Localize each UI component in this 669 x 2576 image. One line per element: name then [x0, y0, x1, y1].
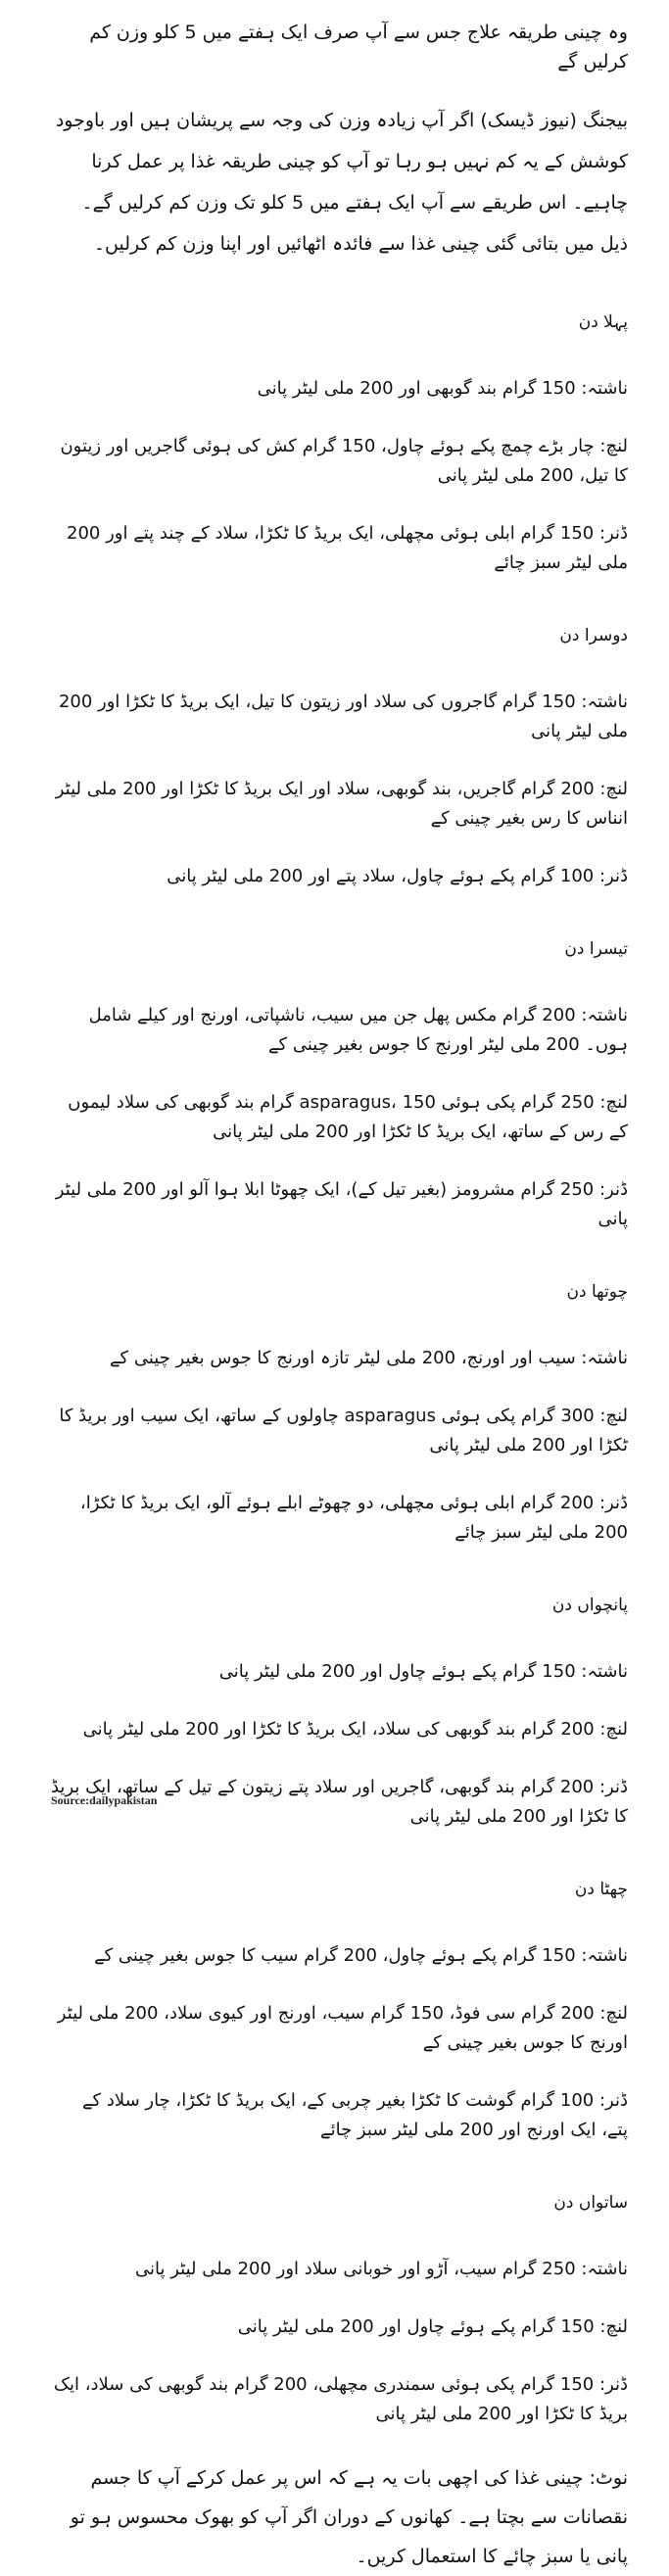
dinner-item: ڈنر: 200 گرام ابلی ہوئی مچھلی، دو چھوٹے ابلے ہوئے آلو، ایک بریڈ کا ٹکڑا، 200 ملی لیٹر سبز چائے: [79, 1493, 628, 1543]
day-section: [51, 934, 628, 1234]
lunch-item: لنچ: 250 گرام پکی ہوئی asparagus، 150 گرام بند گوبھی کی سلاد لیموں کے رس کے ساتھ، ایک بریڈ کا ٹکڑا اور 200 ملی لیٹر پانی: [68, 1092, 628, 1142]
breakfast-item: ناشتہ: 150 گرام پکے ہوئے چاول، 200 گرام سیب کا جوس بغیر چینی کے: [94, 1945, 628, 1966]
lunch-item: لنچ: 200 گرام گاجریں، بند گوبھی، سلاد اور ایک بریڈ کا ٹکڑا اور 200 ملی لیٹر انناس کا رس بغیر چینی کے: [55, 779, 628, 829]
article-note: نوٹ: چینی غذا کی اچھی بات یہ ہے کہ اس پر عمل کرکے آپ کا جسم نقصانات سے بچتا ہے۔ کھانوں کے دوران اگر آپ کو بھوک محسوس ہو تو پانی یا سبز چائے کا استعمال کریں۔: [70, 2467, 628, 2567]
lunch-item: لنچ: 300 گرام پکی ہوئی asparagus چاولوں کے ساتھ، ایک سیب اور بریڈ کا ٹکڑا اور 200 ملی لیٹر پانی: [59, 1406, 628, 1455]
breakfast-item: ناشتہ: 150 گرام پکے ہوئے چاول اور 200 ملی لیٹر پانی: [218, 1661, 628, 1682]
dinner-item: ڈنر: 150 گرام پکی ہوئی سمندری مچھلی، 200 گرام بند گوبھی کی سلاد، ایک بریڈ کا ٹکڑا اور 200 ملی لیٹر پانی: [53, 2374, 628, 2424]
day-heading: چھٹا دن: [574, 1880, 628, 1899]
dinner-item: ڈنر: 250 گرام مشرومز (بغیر تیل کے)، ایک چھوٹا ابلا ہوا آلو اور 200 ملی لیٹر پانی: [55, 1179, 628, 1229]
breakfast-item: ناشتہ: 150 گرام بند گوبھی اور 200 ملی لیٹر پانی: [257, 378, 628, 399]
dinner-item: ڈنر: 100 گرام پکے ہوئے چاول، سلاد پتے اور 200 ملی لیٹر پانی: [167, 866, 628, 886]
breakfast-item: ناشتہ: 200 گرام مکس پھل جن میں سیب، ناشپاتی، اورنج اور کیلے شامل ہوں۔ 200 ملی لیٹر اورنج کا جوس بغیر چینی کے: [88, 1005, 628, 1055]
lunch-item: لنچ: 200 گرام بند گوبھی کی سلاد، ایک بریڈ کا ٹکڑا اور 200 ملی لیٹر پانی: [82, 1719, 628, 1740]
source-credit: Source:dailypakistan: [51, 1793, 158, 1807]
day-heading: ساتواں دن: [553, 2193, 628, 2213]
breakfast-item: ناشتہ: 150 گرام گاجروں کی سلاد اور زیتون کا تیل، ایک بریڈ کا ٹکڑا اور 200 ملی لیٹر پانی: [58, 692, 628, 741]
day-heading: پہلا دن: [578, 312, 628, 332]
breakfast-item: ناشتہ: 250 گرام سیب، آڑو اور خوبانی سلاد اور 200 ملی لیٹر پانی: [135, 2259, 628, 2279]
day-heading: دوسرا دن: [559, 626, 628, 645]
article-title: وہ چینی طریقہ علاج جس سے آپ صرف ایک ہفتے میں 5 کلو وزن کم کرلیں گے: [89, 22, 628, 72]
lunch-item: لنچ: چار بڑے چمچ پکے ہوئے چاول، 150 گرام کش کی ہوئی گاجریں اور زیتون کا تیل، 200 ملی لیٹر پانی: [60, 436, 628, 486]
dinner-item: ڈنر: 150 گرام ابلی ہوئی مچھلی، ایک بریڈ کا ٹکڑا، سلاد کے چند پتے اور 200 ملی لیٹر سبز چائے: [67, 523, 628, 573]
day-section: [51, 1277, 628, 1548]
day-section: [51, 1875, 628, 2145]
breakfast-item: ناشتہ: سیب اور اورنج، 200 ملی لیٹر تازہ اورنج کا جوس بغیر چینی کے: [109, 1348, 628, 1368]
dinner-item: ڈنر: 200 گرام بند گوبھی، گاجریں اور سلاد پتے زیتون کے تیل کے ساتھ، ایک بریڈ کا ٹکڑا اور 200 ملی لیٹر پانی: [50, 1777, 628, 1827]
lunch-item: لنچ: 150 گرام پکے ہوئے چاول اور 200 ملی لیٹر پانی: [237, 2316, 628, 2337]
dinner-item: ڈنر: 100 گرام گوشت کا ٹکڑا بغیر چربی کے، ایک بریڈ کا ٹکڑا، چار سلاد کے پتے، ایک اورنج اور 200 ملی لیٹر سبز چائے: [82, 2090, 628, 2140]
day-heading: چوتھا دن: [566, 1282, 628, 1302]
day-heading: پانچواں دن: [551, 1596, 628, 1615]
day-heading: تیسرا دن: [564, 939, 628, 959]
day-section: [51, 308, 628, 578]
lunch-item: لنچ: 200 گرام سی فوڈ، 150 گرام سیب، اورنج اور کیوی سلاد، 200 ملی لیٹر اورنج کا جوس بغیر چینی کے: [57, 2003, 628, 2053]
day-section: [51, 2188, 628, 2429]
article-intro: بیجنگ (نیوز ڈیسک) اگر آپ زیادہ وزن کی وجہ سے پریشان ہیں اور باوجود کوشش کے یہ کم نہیں ہو رہا تو آپ کو چینی طریقہ غذا پر عمل کرنا چاہیے۔ اس طریقے سے آپ ایک ہفتے میں 5 کلو تک وزن کم کرلیں گے۔ ذیل میں بتائی گئی چینی غذا سے فائدہ اٹھائیں اور اپنا وزن کم کرلیں۔: [55, 110, 628, 255]
day-section: [51, 621, 628, 891]
